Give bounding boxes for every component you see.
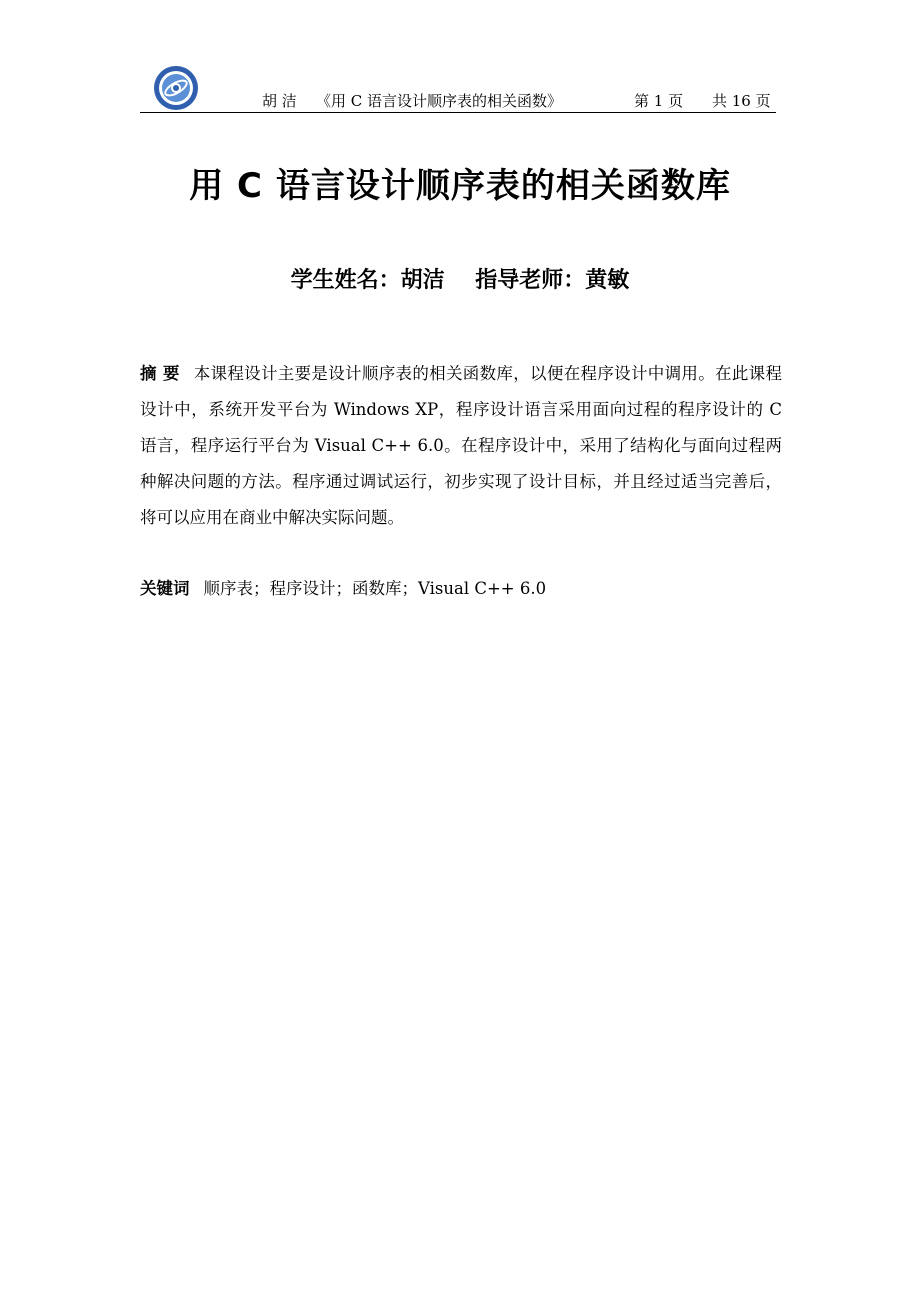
header-running-title: 《用 C 语言设计顺序表的相关函数》 [316,92,563,110]
university-seal-icon [152,64,200,112]
abstract-text: 本课程设计主要是设计顺序表的相关函数库，以便在程序设计中调用。在此课程设计中，系统开发平台为 Windows XP，程序设计语言采用面向过程的程序设计的 C 语言，程序运行平台为 Visual C++ 6.0。在程序设计中，采用了结构化与面向过程两种解决问题的方法。程序通过调试运行，初步实现了设计目标，并且经过适当完善后，将可以应用在商业中解决实际问题。 [140,364,783,527]
header-rule [140,112,776,113]
keywords-label: 关键词 [140,579,190,598]
abstract-label: 摘 要 [140,364,180,383]
author-byline: 学生姓名：胡洁 指导老师：黄敏 [290,268,630,293]
header-page-number: 第 1 页 [634,92,684,110]
keywords-section [140,574,782,604]
abstract-section [140,356,782,536]
header-author: 胡 洁 [262,92,297,110]
keywords-text: 顺序表；程序设计；函数库；Visual C++ 6.0 [203,579,547,598]
document-title: 用 C 语言设计顺序表的相关函数库 [189,166,731,206]
header-total-pages: 共 16 页 [712,92,771,110]
